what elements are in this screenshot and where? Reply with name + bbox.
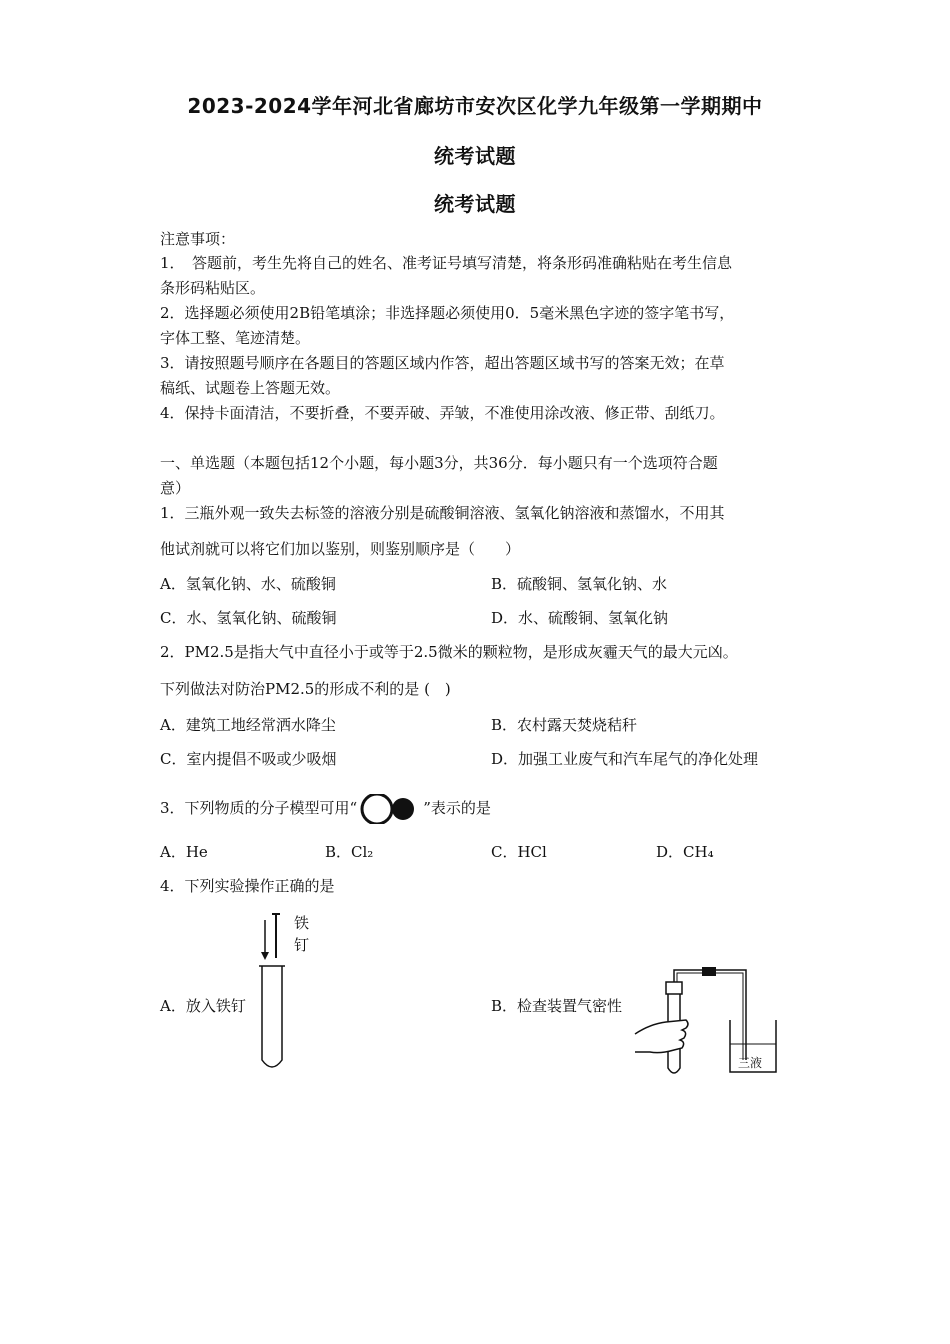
q3-stem-pre: 3．下列物质的分子模型可用“ <box>160 799 358 817</box>
section1-heading-b: 意） <box>160 479 191 497</box>
section1-heading-a: 一、单选题（本题包括12个小题，每小题3分，共36分．每小题只有一个选项符合题 <box>160 454 718 472</box>
title-line-2: 统考试题 <box>434 144 516 168</box>
note-2a: 2．选择题必须使用2B铅笔填涂；非选择题必须使用0．5毫米黑色字迹的签字笔书写， <box>160 304 735 322</box>
nail-label-1: 铁 <box>294 914 310 932</box>
q3-option-b: B．Cl₂ <box>325 843 374 861</box>
note-4: 4．保持卡面清洁，不要折叠，不要弄破、弄皱，不准使用涂改液、修正带、刮纸刀。 <box>160 404 725 422</box>
q3-stem-post: ”表示的是 <box>423 799 491 817</box>
nail-label-2: 钉 <box>294 936 310 954</box>
molecule-model-icon <box>359 794 421 824</box>
q4-option-a: A．放入铁钉 <box>160 997 246 1015</box>
note-3a: 3．请按照题号顺序在各题目的答题区域内作答，超出答题区域书写的答案无效；在草 <box>160 354 725 372</box>
q1-option-d: D．水、硫酸铜、氢氧化钠 <box>491 609 669 627</box>
q2-stem-b: 下列做法对防治PM2.5的形成不利的是 ( ) <box>160 680 451 698</box>
q4-stem: 4．下列实验操作正确的是 <box>160 877 335 895</box>
note-2b: 字体工整、笔迹清楚。 <box>160 329 311 347</box>
q1-stem-b: 他试剂就可以将它们加以鉴别，则鉴别顺序是（ ） <box>160 540 521 558</box>
notes-heading: 注意事项： <box>160 230 236 248</box>
q2-option-a: A．建筑工地经常洒水降尘 <box>160 716 336 734</box>
q2-option-b: B．农村露天焚烧秸秆 <box>491 716 638 734</box>
q1-stem-a: 1．三瓶外观一致失去标签的溶液分别是硫酸铜溶液、氢氧化钠溶液和蒸馏水，不用其 <box>160 504 725 522</box>
q2-option-d: D．加强工业废气和汽车尾气的净化处理 <box>491 750 759 768</box>
beaker-label: 三液 <box>738 1056 763 1070</box>
q1-option-b: B．硫酸铜、氢氧化钠、水 <box>491 575 668 593</box>
airtightness-check-figure <box>630 960 790 1080</box>
note-1a: 1． 答题前，考生先将自己的姓名、准考证号填写清楚，将条形码准确粘贴在考生信息 <box>160 254 733 272</box>
q1-option-a: A．氢氧化钠、水、硫酸铜 <box>160 575 336 593</box>
title-line-1: 2023-2024学年河北省廊坊市安次区化学九年级第一学期期中 <box>187 94 763 118</box>
q2-option-c: C．室内提倡不吸或少吸烟 <box>160 750 337 768</box>
q2-stem-a: 2．PM2.5是指大气中直径小于或等于2.5微米的颗粒物，是形成灰霾天气的最大元凶。 <box>160 643 738 661</box>
q4-option-b: B．检查装置气密性 <box>491 997 623 1015</box>
note-1b: 条形码粘贴区。 <box>160 279 266 297</box>
q3-option-d: D．CH₄ <box>656 843 714 861</box>
q3-option-c: C．HCl <box>491 843 547 861</box>
q3-stem <box>160 794 491 824</box>
iron-nail-test-tube-figure <box>250 908 320 1078</box>
q1-option-c: C．水、氢氧化钠、硫酸铜 <box>160 609 337 627</box>
q3-option-a: A．He <box>160 843 208 861</box>
note-3b: 稿纸、试题卷上答题无效。 <box>160 379 341 397</box>
title-line-3: 统考试题 <box>434 192 516 216</box>
